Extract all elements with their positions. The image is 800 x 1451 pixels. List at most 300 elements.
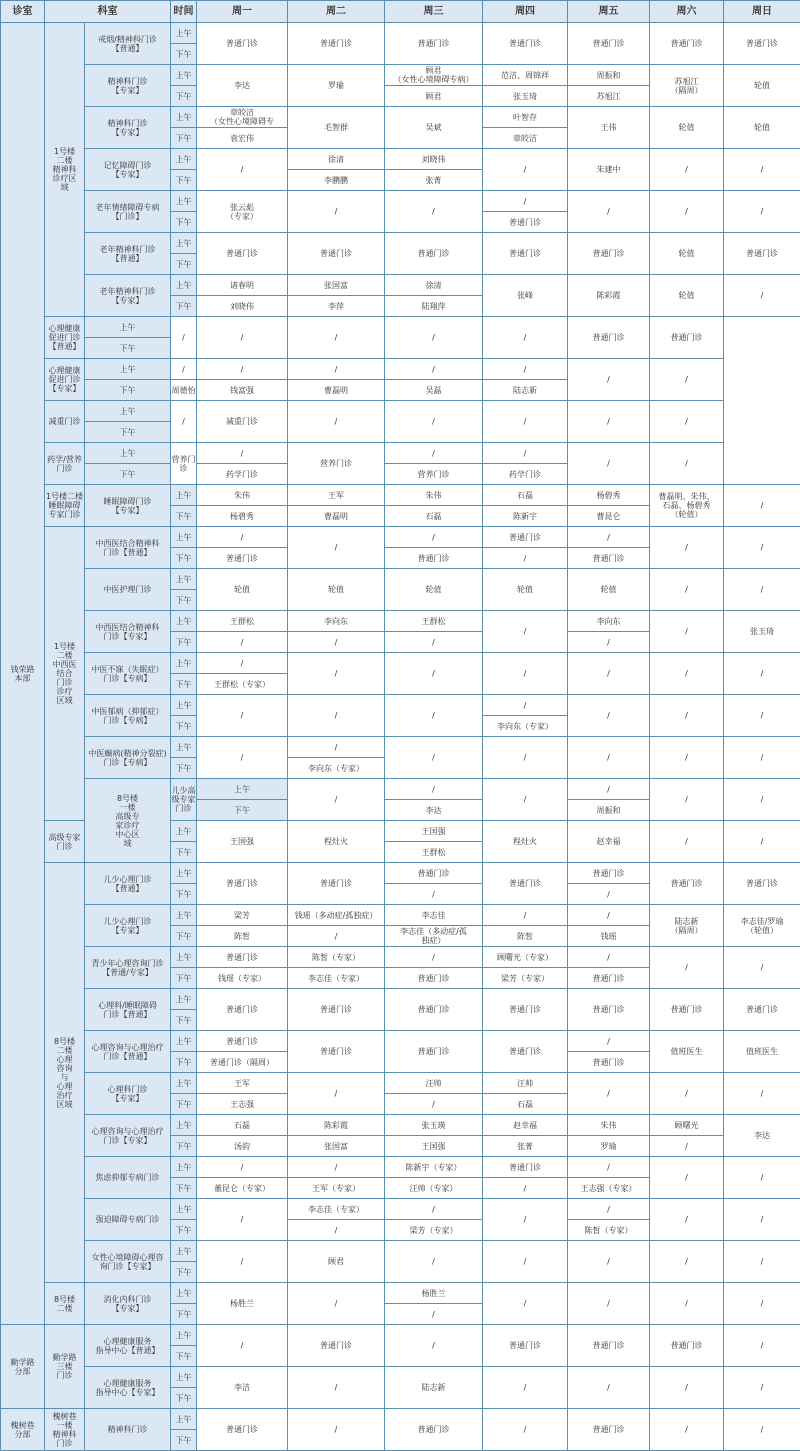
time-pm: 下午 bbox=[85, 338, 171, 359]
schedule-cell: / bbox=[483, 149, 568, 191]
schedule-cell: / bbox=[385, 695, 483, 737]
schedule-cell: 值班医生 bbox=[650, 1031, 724, 1073]
schedule-cell: 朱伟 bbox=[385, 485, 483, 506]
schedule-cell: 杨胜兰 bbox=[197, 1283, 288, 1325]
schedule-cell: 普通门诊 bbox=[650, 23, 724, 65]
schedule-cell: 普通门诊 bbox=[288, 863, 385, 905]
schedule-cell: 汪帅（专家） bbox=[385, 1178, 483, 1199]
schedule-cell: 普通门诊 bbox=[483, 1031, 568, 1073]
schedule-cell: / bbox=[724, 1073, 800, 1115]
schedule-cell: 轮值 bbox=[288, 569, 385, 611]
time-am: 上午 bbox=[171, 107, 197, 128]
schedule-cell: 普通门诊 bbox=[568, 1052, 650, 1073]
schedule-cell: 轮值 bbox=[483, 569, 568, 611]
time-pm: 下午 bbox=[171, 1262, 197, 1283]
area-cell: 8号楼 二楼 bbox=[45, 1283, 85, 1325]
schedule-cell: 吴磊 bbox=[385, 380, 483, 401]
schedule-cell: 梁芳（专家） bbox=[483, 968, 568, 989]
schedule-cell: 石磊 bbox=[483, 485, 568, 506]
schedule-cell: / bbox=[568, 653, 650, 695]
schedule-cell: 汤韵 bbox=[197, 1136, 288, 1157]
schedule-cell: 王军 bbox=[288, 485, 385, 506]
schedule-cell: / bbox=[288, 1409, 385, 1451]
schedule-cell: / bbox=[568, 779, 650, 800]
dept-cell: 青少年心理咨询门诊 【普通/专家】 bbox=[85, 947, 171, 989]
schedule-cell: 顾君 （女性心境障碍专病） bbox=[385, 65, 483, 86]
schedule-cell: / bbox=[650, 359, 724, 401]
time-am: 上午 bbox=[85, 359, 171, 380]
schedule-cell: / bbox=[483, 191, 568, 212]
time-am: 上午 bbox=[171, 149, 197, 170]
campus-cell: 勤学路 分部 bbox=[1, 1325, 45, 1409]
schedule-cell: 李志佳（专家） bbox=[288, 968, 385, 989]
header-day: 周一 bbox=[197, 1, 288, 23]
schedule-cell: 王志强（专家） bbox=[568, 1178, 650, 1199]
time-am: 上午 bbox=[171, 1325, 197, 1346]
schedule-cell: 刘晓伟 bbox=[197, 296, 288, 317]
time-am: 上午 bbox=[171, 1409, 197, 1430]
schedule-cell: / bbox=[724, 779, 800, 821]
schedule-cell: / bbox=[568, 1031, 650, 1052]
schedule-cell: / bbox=[724, 821, 800, 863]
time-am: 上午 bbox=[171, 569, 197, 590]
schedule-cell: 营养门诊 bbox=[171, 443, 197, 485]
schedule-cell: / bbox=[724, 149, 800, 191]
schedule-cell: / bbox=[385, 1304, 483, 1325]
time-pm: 下午 bbox=[171, 254, 197, 275]
schedule-cell: / bbox=[568, 884, 650, 905]
schedule-cell: 杨碧秀 bbox=[568, 485, 650, 506]
time-am: 上午 bbox=[85, 317, 171, 338]
schedule-cell: 刘晓伟 bbox=[385, 149, 483, 170]
dept-cell: 心理健康促进门诊 【普通】 bbox=[45, 317, 85, 359]
schedule-cell: / bbox=[724, 1157, 800, 1199]
dept-cell: 中西医结合精神科 门诊【普通】 bbox=[85, 527, 171, 569]
schedule-cell: 陈彩霞 bbox=[288, 1115, 385, 1136]
schedule-cell: / bbox=[197, 149, 288, 191]
schedule-cell: / bbox=[197, 1325, 288, 1367]
time-pm: 下午 bbox=[171, 1304, 197, 1325]
time-am: 上午 bbox=[171, 989, 197, 1010]
schedule-cell: 陈新宇（专家） bbox=[385, 1157, 483, 1178]
schedule-cell: 普通门诊 bbox=[385, 989, 483, 1031]
schedule-cell: 王伟 bbox=[568, 107, 650, 149]
schedule-cell: 梁芳 bbox=[197, 905, 288, 926]
schedule-cell: / bbox=[568, 527, 650, 548]
time-am: 上午 bbox=[171, 233, 197, 254]
schedule-cell: 陈新宇 bbox=[483, 506, 568, 527]
dept-cell: 心理科门诊 【专家】 bbox=[85, 1073, 171, 1115]
schedule-cell: 普通门诊 bbox=[650, 989, 724, 1031]
schedule-cell: 杨碧秀 bbox=[197, 506, 288, 527]
schedule-cell: / bbox=[483, 548, 568, 569]
schedule-cell: / bbox=[650, 1157, 724, 1199]
time-am: 上午 bbox=[171, 905, 197, 926]
schedule-cell: 轮值 bbox=[724, 107, 800, 149]
schedule-cell: 叶智存 bbox=[483, 107, 568, 128]
schedule-cell: 张菁 bbox=[385, 170, 483, 191]
schedule-cell: / bbox=[568, 1199, 650, 1220]
dept-cell: 儿少心理门诊 【普通】 bbox=[85, 863, 171, 905]
schedule-cell: / bbox=[650, 569, 724, 611]
schedule-cell: 钱瑶 bbox=[568, 926, 650, 947]
schedule-cell: 王群松（专家） bbox=[197, 674, 288, 695]
schedule-cell: / bbox=[385, 884, 483, 905]
schedule-cell: / bbox=[288, 527, 385, 569]
schedule-cell: 普通门诊 bbox=[288, 989, 385, 1031]
schedule-cell: 周振和 bbox=[568, 800, 650, 821]
schedule-cell: 陆志新 bbox=[483, 380, 568, 401]
schedule-cell: / bbox=[650, 443, 724, 485]
header-day: 周六 bbox=[650, 1, 724, 23]
time-pm: 下午 bbox=[171, 1430, 197, 1451]
schedule-cell: 普通门诊 bbox=[650, 1325, 724, 1367]
schedule-cell: 杨胜兰 bbox=[385, 1283, 483, 1304]
schedule-cell: 王群松 bbox=[385, 611, 483, 632]
schedule-cell: 李向东（专家） bbox=[288, 758, 385, 779]
schedule-cell: 普通门诊 bbox=[197, 863, 288, 905]
schedule-cell: / bbox=[724, 275, 800, 317]
schedule-cell: 顾君 bbox=[385, 86, 483, 107]
time-am: 上午 bbox=[171, 1199, 197, 1220]
schedule-cell: 普通门诊 bbox=[650, 863, 724, 905]
schedule-cell: 钱瑶（专家） bbox=[197, 968, 288, 989]
schedule-cell: / bbox=[650, 695, 724, 737]
schedule-cell: 顾曙光 bbox=[650, 1115, 724, 1136]
time-pm: 下午 bbox=[171, 1178, 197, 1199]
schedule-cell: / bbox=[385, 737, 483, 779]
schedule-cell: 普通门诊 bbox=[483, 212, 568, 233]
schedule-cell: 陈皙（专家） bbox=[288, 947, 385, 968]
schedule-cell: 李志佳（专家） bbox=[288, 1199, 385, 1220]
schedule-cell: / bbox=[197, 695, 288, 737]
schedule-cell: 顾曙光（专家） bbox=[483, 947, 568, 968]
dept-cell: 心理咨询与心理治疗 门诊【普通】 bbox=[85, 1031, 171, 1073]
schedule-cell: 赵幸福 bbox=[568, 821, 650, 863]
schedule-cell: 曹昆仑 bbox=[568, 506, 650, 527]
schedule-cell: / bbox=[483, 905, 568, 926]
schedule-cell: / bbox=[288, 359, 385, 380]
schedule-cell: / bbox=[483, 695, 568, 716]
schedule-cell: 普通门诊 bbox=[568, 863, 650, 884]
schedule-cell: / bbox=[483, 1241, 568, 1283]
schedule-cell: / bbox=[385, 1325, 483, 1367]
schedule-cell: 药学门诊 bbox=[483, 464, 568, 485]
time-pm: 下午 bbox=[171, 674, 197, 695]
schedule-cell: 张玉琦 bbox=[724, 611, 800, 653]
schedule-cell: 普通门诊 bbox=[483, 1325, 568, 1367]
schedule-cell: 张玉瑛 bbox=[385, 1115, 483, 1136]
dept-cell: 戒烟/精神科门诊 【普通】 bbox=[85, 23, 171, 65]
schedule-cell: 章皎洁 bbox=[483, 128, 568, 149]
schedule-cell: 李向东 bbox=[288, 611, 385, 632]
schedule-cell: / bbox=[171, 317, 197, 359]
schedule-cell: 普通门诊 bbox=[288, 233, 385, 275]
schedule-cell: / bbox=[568, 401, 650, 443]
schedule-cell: / bbox=[568, 947, 650, 968]
schedule-cell: / bbox=[197, 1241, 288, 1283]
schedule-cell: / bbox=[385, 1241, 483, 1283]
schedule-cell: / bbox=[568, 632, 650, 653]
dept-cell: 心理健康促进门诊 【专家】 bbox=[45, 359, 85, 401]
area-cell: 8号楼 二楼 心理 咨询 与 心理 治疗 区域 bbox=[45, 863, 85, 1283]
time-pm: 下午 bbox=[171, 884, 197, 905]
schedule-cell: 陆翔萍 bbox=[385, 296, 483, 317]
schedule-cell: 王群松 bbox=[197, 611, 288, 632]
header-day: 周二 bbox=[288, 1, 385, 23]
schedule-cell: 轮值 bbox=[197, 569, 288, 611]
dept-cell: 睡眠障碍门诊 【专家】 bbox=[85, 485, 171, 527]
schedule-cell: / bbox=[650, 1367, 724, 1409]
schedule-cell: / bbox=[385, 632, 483, 653]
schedule-cell: 徐清 bbox=[385, 275, 483, 296]
schedule-cell: / bbox=[568, 443, 650, 485]
dept-cell: 心理健康服务 指导中心【专家】 bbox=[85, 1367, 171, 1409]
schedule-cell: / bbox=[724, 1283, 800, 1325]
schedule-cell: 普通门诊 bbox=[568, 968, 650, 989]
time-pm: 下午 bbox=[85, 464, 171, 485]
schedule-cell: / bbox=[724, 485, 800, 527]
schedule-cell: 赵幸福 bbox=[483, 1115, 568, 1136]
dept-cell: 焦虑抑郁专病门诊 bbox=[85, 1157, 171, 1199]
time-am: 上午 bbox=[85, 401, 171, 422]
schedule-cell: 钱富强 bbox=[197, 380, 288, 401]
time-am: 上午 bbox=[171, 1115, 197, 1136]
schedule-cell: / bbox=[724, 1367, 800, 1409]
schedule-cell: 张云彪 （专家） bbox=[197, 191, 288, 233]
schedule-cell: / bbox=[483, 1283, 568, 1325]
schedule-cell: / bbox=[724, 653, 800, 695]
schedule-cell: 普通门诊 bbox=[568, 1409, 650, 1451]
schedule-cell: 张玉琦 bbox=[483, 86, 568, 107]
dept-cell: 心理科/睡眠障碍 门诊【普通】 bbox=[85, 989, 171, 1031]
schedule-cell: / bbox=[385, 443, 483, 464]
time-pm: 下午 bbox=[171, 1388, 197, 1409]
schedule-cell: / bbox=[724, 737, 800, 779]
schedule-cell: 顾君 bbox=[288, 1241, 385, 1283]
time-pm: 下午 bbox=[171, 296, 197, 317]
schedule-cell: / bbox=[483, 653, 568, 695]
schedule-cell: 普通门诊 bbox=[288, 23, 385, 65]
time-am: 上午 bbox=[171, 1241, 197, 1262]
time-am: 上午 bbox=[171, 737, 197, 758]
time-am: 上午 bbox=[171, 1157, 197, 1178]
schedule-cell: / bbox=[483, 317, 568, 359]
schedule-cell: 轮值 bbox=[650, 275, 724, 317]
schedule-cell: 普通门诊 bbox=[483, 989, 568, 1031]
schedule-cell: 周振和 bbox=[568, 65, 650, 86]
schedule-cell: 普通门诊 bbox=[568, 317, 650, 359]
dept-cell: 精神科门诊 【专家】 bbox=[85, 65, 171, 107]
schedule-cell: / bbox=[650, 737, 724, 779]
schedule-cell: / bbox=[385, 359, 483, 380]
schedule-cell: / bbox=[568, 1157, 650, 1178]
schedule-cell: / bbox=[171, 359, 197, 380]
schedule-cell: 陈彩霞 bbox=[568, 275, 650, 317]
dept-cell: 心理咨询与心理治疗 门诊【专家】 bbox=[85, 1115, 171, 1157]
time-pm: 下午 bbox=[197, 800, 288, 821]
schedule-cell: 李鹏鹏 bbox=[288, 170, 385, 191]
schedule-cell: 普通门诊 bbox=[724, 989, 800, 1031]
schedule-cell: / bbox=[568, 1283, 650, 1325]
schedule-cell: / bbox=[197, 1157, 288, 1178]
dept-cell: 中医不寐（失眠症） 门诊【专病】 bbox=[85, 653, 171, 695]
schedule-cell: / bbox=[288, 317, 385, 359]
schedule-cell: / bbox=[197, 527, 288, 548]
dept-cell: 儿少心理门诊 【专家】 bbox=[85, 905, 171, 947]
schedule-cell: / bbox=[650, 401, 724, 443]
schedule-cell: / bbox=[483, 779, 568, 821]
schedule-cell: 减重门诊 bbox=[197, 401, 288, 443]
schedule-cell: / bbox=[650, 1409, 724, 1451]
time-pm: 下午 bbox=[171, 1094, 197, 1115]
area-cell: 1号楼 二楼 精神科 诊疗区 域 bbox=[45, 23, 85, 317]
schedule-cell: 曹磊明 bbox=[288, 506, 385, 527]
schedule-cell: 轮值 bbox=[650, 233, 724, 275]
schedule-cell: 范洁、周锦祥 bbox=[483, 65, 568, 86]
dept-cell: 儿少高级专家门诊 bbox=[171, 779, 197, 821]
schedule-cell: / bbox=[650, 1199, 724, 1241]
schedule-cell: 王志强 bbox=[197, 1094, 288, 1115]
header-clinic: 诊室 bbox=[1, 1, 45, 23]
schedule-cell: 营养门诊 bbox=[385, 464, 483, 485]
dept-cell: 老年精神科门诊 【专家】 bbox=[85, 275, 171, 317]
schedule-cell: 普通门诊 bbox=[385, 233, 483, 275]
schedule-cell: 普通门诊 bbox=[288, 1031, 385, 1073]
schedule-cell: / bbox=[724, 695, 800, 737]
campus-cell: 钱荣路 本部 bbox=[1, 23, 45, 1325]
schedule-cell: 苏旭江 bbox=[568, 86, 650, 107]
schedule-cell: 章皎洁 （女性心境障碍专 bbox=[197, 107, 288, 128]
schedule-cell: 石磊 bbox=[483, 1094, 568, 1115]
schedule-cell: 普通门诊 bbox=[483, 233, 568, 275]
time-pm: 下午 bbox=[171, 968, 197, 989]
schedule-cell: / bbox=[724, 947, 800, 989]
schedule-cell: / bbox=[568, 905, 650, 926]
schedule-cell: 陈皙 bbox=[483, 926, 568, 947]
schedule-cell: / bbox=[385, 317, 483, 359]
time-pm: 下午 bbox=[171, 1346, 197, 1367]
time-am: 上午 bbox=[85, 443, 171, 464]
time-am: 上午 bbox=[171, 695, 197, 716]
schedule-cell: 普通门诊 bbox=[568, 548, 650, 569]
schedule-cell: / bbox=[724, 1199, 800, 1241]
schedule-cell: / bbox=[650, 1073, 724, 1115]
dept-cell: 中医护理门诊 bbox=[85, 569, 171, 611]
schedule-cell: 李志佳/罗瑜 （轮值） bbox=[724, 905, 800, 947]
schedule-cell: / bbox=[288, 632, 385, 653]
time-pm: 下午 bbox=[171, 926, 197, 947]
schedule-cell: / bbox=[724, 1409, 800, 1451]
header-day: 周五 bbox=[568, 1, 650, 23]
schedule-cell: / bbox=[650, 1136, 724, 1157]
area-cell: 1号楼 二楼 中西医 结合 门诊 诊疗 区域 bbox=[45, 527, 85, 821]
time-pm: 下午 bbox=[85, 380, 171, 401]
area-cell: 8号楼 一楼 高级专 家诊疗 中心区 域 bbox=[85, 779, 171, 863]
schedule-cell: / bbox=[288, 1073, 385, 1115]
schedule-cell: 普通门诊 bbox=[385, 863, 483, 884]
schedule-cell: / bbox=[483, 737, 568, 779]
schedule-cell: / bbox=[483, 1178, 568, 1199]
schedule-cell: / bbox=[288, 695, 385, 737]
schedule-cell: 钱瑶（多动症/孤独症） bbox=[288, 905, 385, 926]
schedule-cell: / bbox=[483, 359, 568, 380]
schedule-cell: 王国强 bbox=[197, 821, 288, 863]
schedule-cell: / bbox=[385, 401, 483, 443]
time-pm: 下午 bbox=[171, 170, 197, 191]
time-pm: 下午 bbox=[171, 1220, 197, 1241]
schedule-cell: 王军 bbox=[197, 1073, 288, 1094]
schedule-cell: 李达 bbox=[197, 65, 288, 107]
schedule-cell: / bbox=[724, 527, 800, 569]
schedule-cell: / bbox=[650, 653, 724, 695]
schedule-cell: / bbox=[650, 527, 724, 569]
schedule-cell: 曹磊明、朱伟、 石磊、杨碧秀 （轮值） bbox=[650, 485, 724, 527]
dept-cell: 中西医结合精神科 门诊【专家】 bbox=[85, 611, 171, 653]
campus-cell: 槐树巷 分部 bbox=[1, 1409, 45, 1451]
dept-cell: 中医癫病(精神分裂症) 门诊【专病】 bbox=[85, 737, 171, 779]
schedule-cell: / bbox=[568, 737, 650, 779]
schedule-cell: / bbox=[197, 653, 288, 674]
time-am: 上午 bbox=[171, 653, 197, 674]
schedule-cell: 梁芳（专家） bbox=[385, 1220, 483, 1241]
schedule-cell: 程灶火 bbox=[288, 821, 385, 863]
schedule-cell: 药学门诊 bbox=[197, 464, 288, 485]
schedule-cell: / bbox=[385, 653, 483, 695]
schedule-cell: / bbox=[568, 191, 650, 233]
schedule-cell: 汪帅 bbox=[483, 1073, 568, 1094]
schedule-cell: 普通门诊 bbox=[197, 23, 288, 65]
dept-cell: 精神科门诊 bbox=[85, 1409, 171, 1451]
schedule-cell: / bbox=[197, 1199, 288, 1241]
time-am: 上午 bbox=[171, 23, 197, 44]
time-pm: 下午 bbox=[171, 842, 197, 863]
schedule-cell: 普通门诊 bbox=[483, 527, 568, 548]
schedule-cell: 普通门诊（隔周） bbox=[197, 1052, 288, 1073]
schedule-cell: / bbox=[288, 401, 385, 443]
schedule-cell: / bbox=[724, 569, 800, 611]
schedule-cell: / bbox=[385, 947, 483, 968]
schedule-cell: 普通门诊 bbox=[568, 23, 650, 65]
schedule-cell: 值班医生 bbox=[724, 1031, 800, 1073]
schedule-cell: 诸春明 bbox=[197, 275, 288, 296]
schedule-cell: 张菁 bbox=[483, 1136, 568, 1157]
dept-cell: 减重门诊 bbox=[45, 401, 85, 443]
time-am: 上午 bbox=[197, 779, 288, 800]
schedule-cell: 普通门诊 bbox=[197, 1409, 288, 1451]
time-pm: 下午 bbox=[85, 422, 171, 443]
time-pm: 下午 bbox=[171, 1136, 197, 1157]
area-cell: 槐树巷 一楼 精神科 门诊 bbox=[45, 1409, 85, 1451]
schedule-cell: 普通门诊 bbox=[385, 548, 483, 569]
schedule-cell: 袁宏伟 bbox=[197, 128, 288, 149]
schedule-cell: 普通门诊 bbox=[483, 23, 568, 65]
schedule-cell: 普通门诊 bbox=[385, 23, 483, 65]
schedule-cell: / bbox=[171, 401, 197, 443]
schedule-cell: / bbox=[197, 632, 288, 653]
schedule-cell: / bbox=[288, 191, 385, 233]
schedule-cell: 普通门诊 bbox=[197, 1031, 288, 1052]
time-am: 上午 bbox=[171, 485, 197, 506]
schedule-cell: 王军（专家） bbox=[288, 1178, 385, 1199]
schedule-cell: / bbox=[288, 737, 385, 758]
schedule-cell: 普通门诊 bbox=[724, 23, 800, 65]
dept-cell: 老年精神科门诊 【普通】 bbox=[85, 233, 171, 275]
schedule-cell: 董昆仑（专家） bbox=[197, 1178, 288, 1199]
schedule-cell: / bbox=[483, 443, 568, 464]
schedule-cell: 汪帅 bbox=[385, 1073, 483, 1094]
time-pm: 下午 bbox=[171, 506, 197, 527]
